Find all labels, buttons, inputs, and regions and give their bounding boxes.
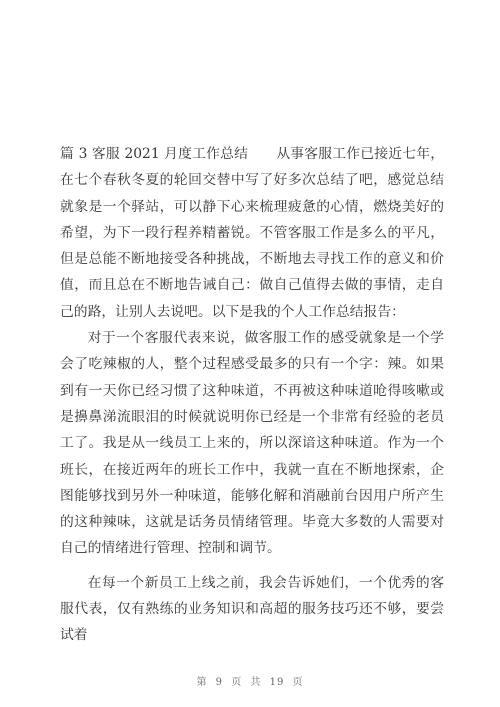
paragraph-1-text: 从事客服工作已接近七年，在七个春秋冬夏的轮回交替中写了好多次总结了吧，感觉总结就象是一个驿站，可以静下心来梳理疲惫的心情，燃烧美好的希望，为下一段行程养精蓄锐。不管客服工作是多么的平凡，但是总能不断地接受各种挑战，不断地去寻找工作的意义和价值，而且总在不断地告诫自己：做自己值得去做的事情，走自己的路，让别人去说吧。以下是我的个人工作总结报告： (60, 146, 445, 320)
page-footer (0, 673, 500, 688)
paragraph-1 (60, 141, 444, 325)
footer-total-pages: 19 (269, 677, 285, 688)
paragraph-2: 对于一个客服代表来说，做客服工作的感受就象是一个学会了吃辣椒的人，整个过程感受最多的只有一个字：辣。如果到有一天你已经习惯了这种味道，不再被这种味道呛得咳嗽或是擤鼻涕流眼泪的时候就说明你已经是一个非常有经验的老员工了。我是从一线员工上来的，所以深谙这种味道。作为一个班长，在接近两年的班长工作中，我就一直在不断地探索，企图能够找到另外一种味道，能够化解和消融前台因用户所产生的这种辣味，这就是话务员情绪管理。毕竟大多数的人需要对自己的情绪进行管理、控制和调节。 (60, 330, 444, 557)
footer-label-page: 第 (196, 677, 208, 688)
footer-label-total: 共 (250, 677, 262, 688)
document-heading: 篇 3 客服 2021 月度工作总结 (60, 146, 249, 162)
footer-label-unit: 页 (231, 677, 243, 688)
footer-label-unit2: 页 (292, 677, 304, 688)
footer-current-page: 9 (215, 677, 224, 688)
paragraph-3: 在每一个新员工上线之前，我会告诉她们，一个优秀的客服代表，仅有熟练的业务知识和高超的服务技巧还不够，要尝试着 (60, 574, 444, 644)
document-body (60, 141, 444, 649)
